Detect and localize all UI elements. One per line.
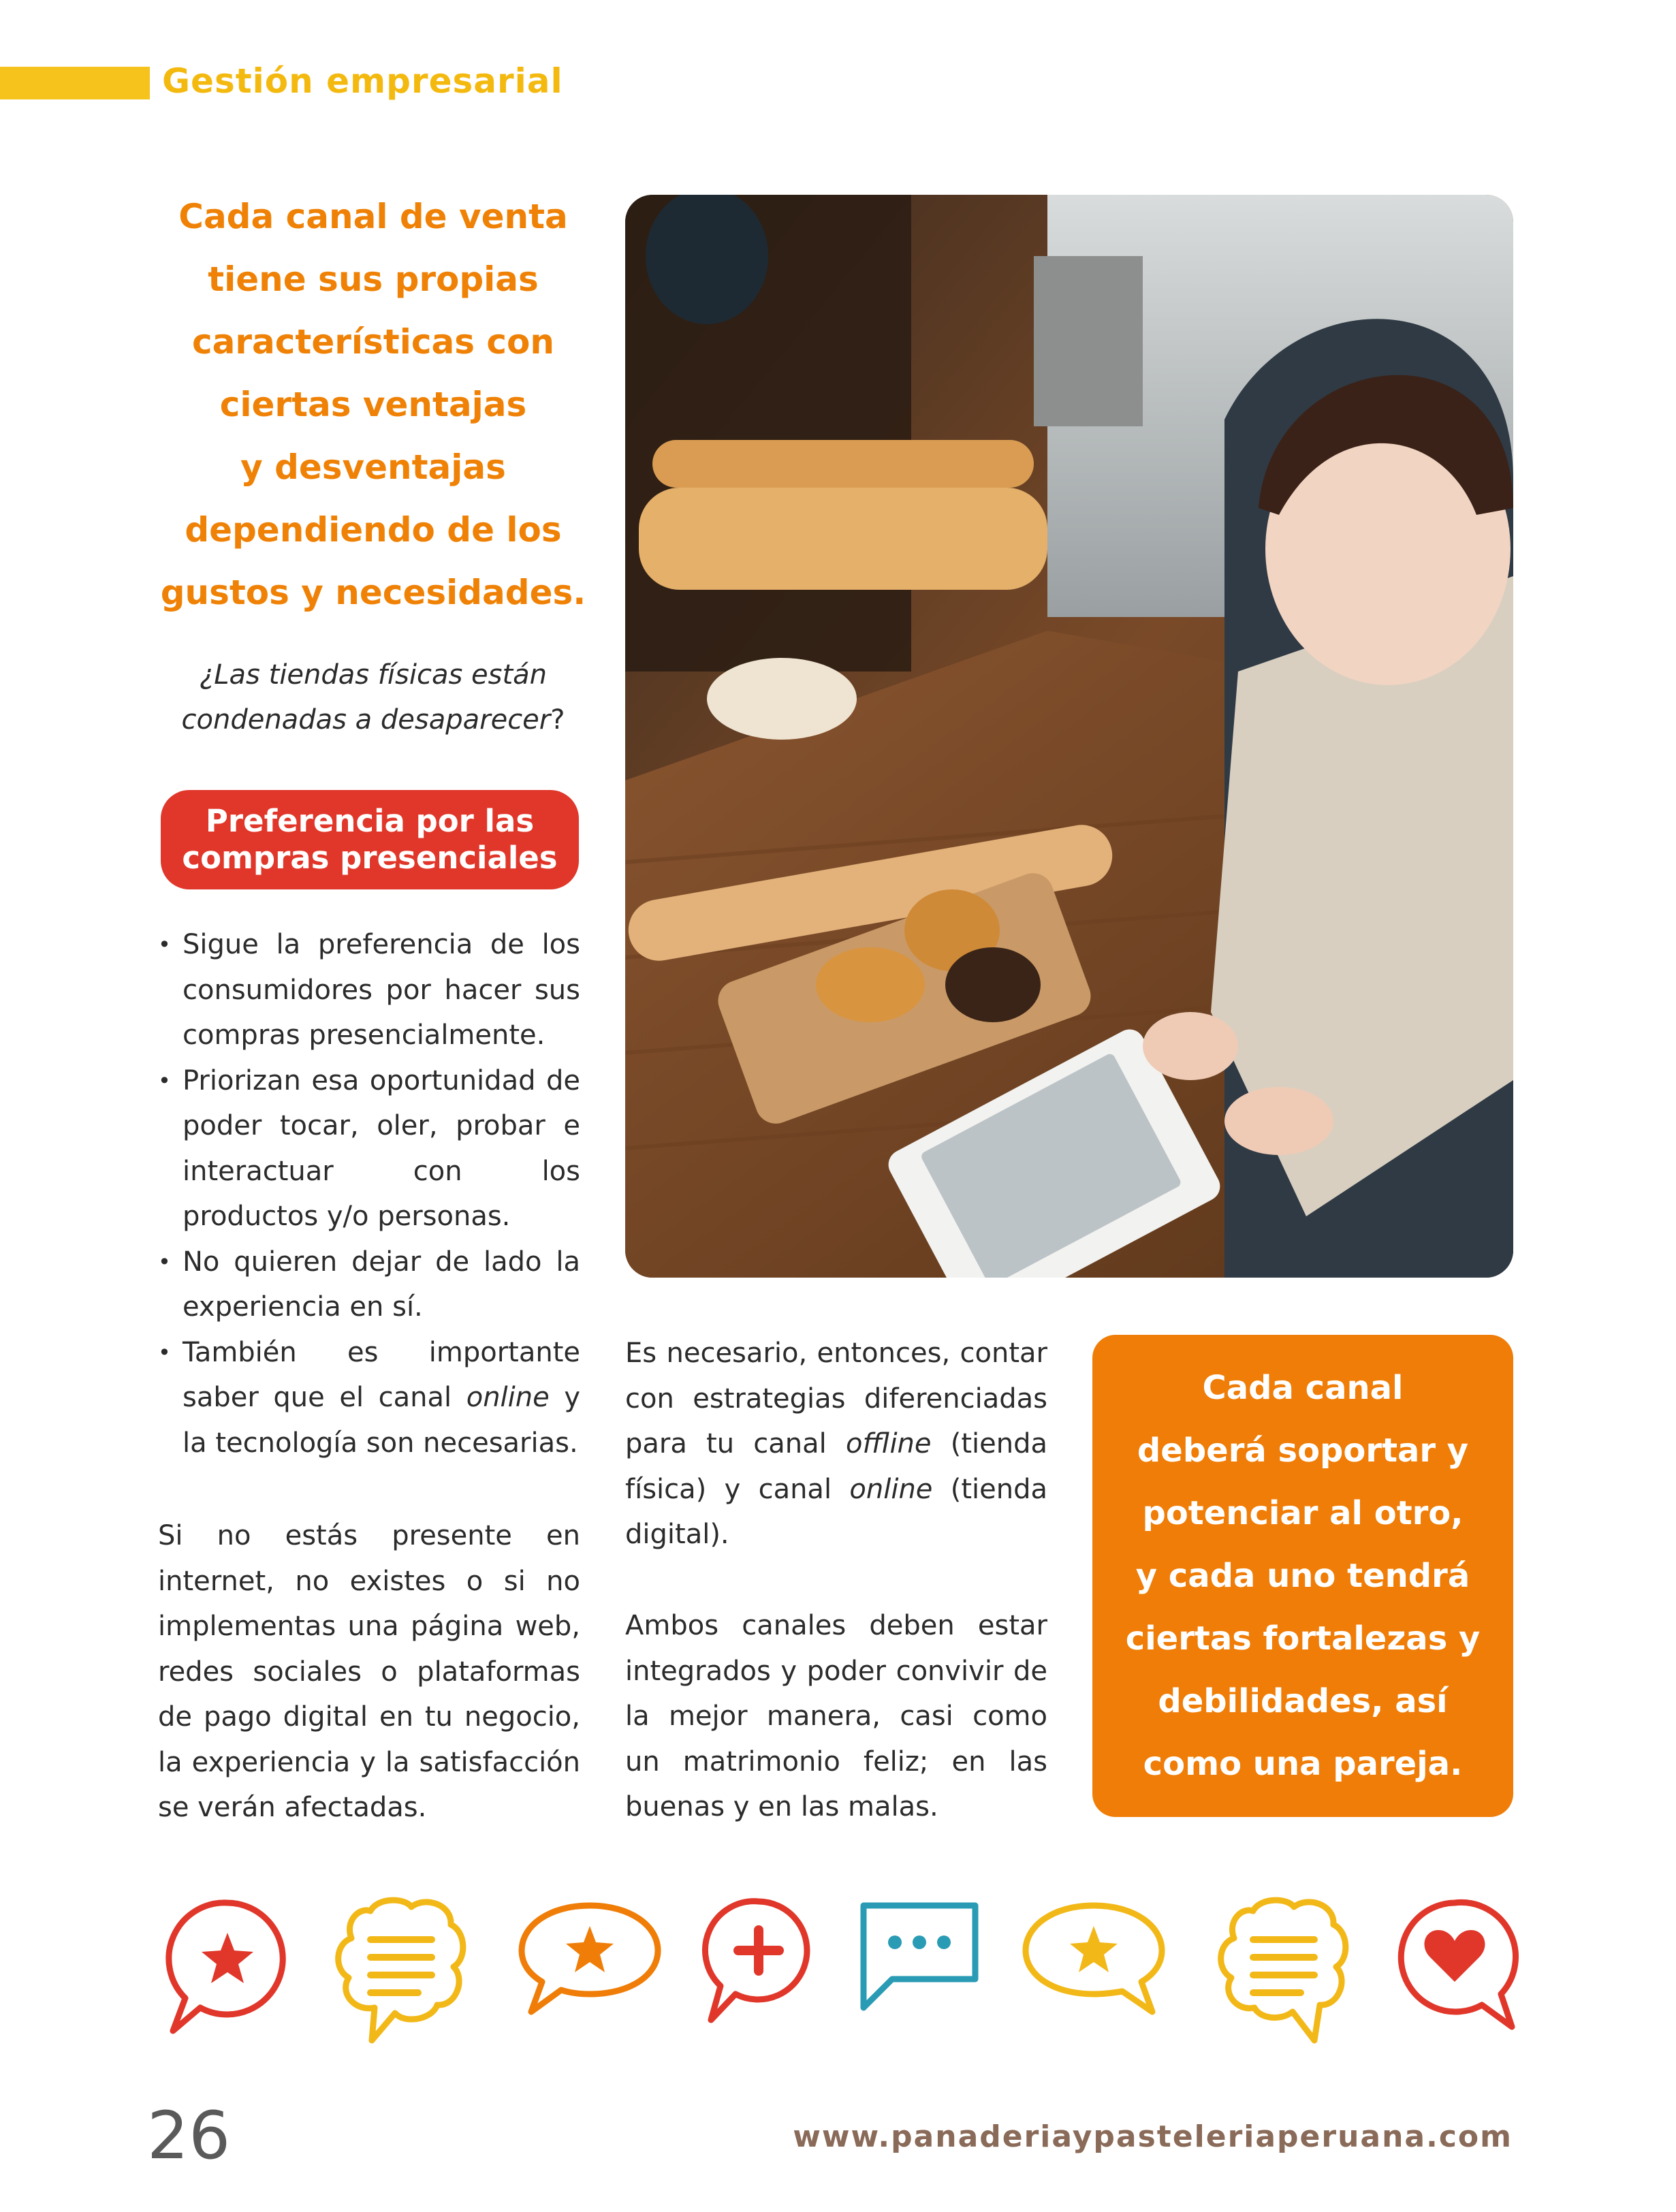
bullet-item — [158, 922, 580, 1058]
star-oval-bubble-icon-2 — [1019, 1891, 1169, 2020]
pull-quote-line: dependiendo de los — [185, 510, 562, 550]
question-line-1: ¿Las tiendas físicas están — [200, 659, 547, 691]
pull-quote-line: características con — [192, 322, 554, 362]
list-cloud-bubble-icon — [330, 1891, 473, 2047]
pull-quote-line: gustos y necesidades. — [160, 573, 586, 612]
pull-quote-line: Cada canal de venta — [178, 197, 568, 236]
highlight-line: y cada uno tendrá — [1135, 1557, 1470, 1595]
preference-heading — [161, 790, 579, 889]
paragraph-strategies — [625, 1331, 1047, 1558]
speech-bubble-icons — [150, 1891, 1525, 2047]
highlight-line: deberá soportar y — [1137, 1432, 1469, 1470]
pull-quote-line: y desventajas — [240, 447, 506, 487]
preference-heading-line-2: compras presenciales — [182, 840, 558, 876]
emphasis-online: online — [849, 1473, 933, 1505]
text-run: Es necesario, entonces, contar con estrategias diferenciadas para tu canal — [625, 1338, 1047, 1459]
section-accent-bar — [0, 67, 150, 99]
emphasis-offline: offline — [845, 1428, 932, 1459]
page-number: 26 — [147, 2098, 231, 2174]
question-text — [155, 652, 591, 742]
pull-quote-line: tiene sus propias — [208, 259, 539, 299]
paragraph-internet-presence: Si no estás presente en internet, no existes o si no implementas una página web, redes sociales o plataformas de pago digital en tu negocio, la experiencia y la satisfacción se verán afectadas. — [158, 1520, 580, 1823]
bullet-item — [158, 1058, 580, 1239]
highlight-line: potenciar al otro, — [1142, 1494, 1464, 1532]
paragraph-integration: Ambos canales deben estar integrados y poder convivir de la mejor manera, casi como un matrimonio feliz; en las buenas y en las malas. — [625, 1610, 1047, 1822]
preference-heading-line-1: Preferencia por las — [205, 803, 535, 839]
website-link[interactable]: www.panaderiaypasteleriaperuana.com — [793, 2119, 1513, 2154]
bullet-text-end: y la tecnología son necesarias. — [183, 1382, 580, 1459]
question-mark: ? — [550, 704, 565, 736]
heart-bubble-icon — [1389, 1891, 1525, 2040]
bullet-text: No quieren dejar de lado la experiencia en sí. — [183, 1246, 580, 1323]
question-italic: condenadas a desaparecer — [181, 704, 551, 736]
section-title: Gestión empresarial — [162, 61, 563, 101]
highlight-line: Cada canal — [1202, 1369, 1404, 1407]
question-line-2 — [155, 697, 591, 742]
bullet-item — [158, 1239, 580, 1330]
bullet-emphasis: online — [466, 1382, 550, 1413]
bullet-text: También es importante saber que el canal — [183, 1336, 580, 1413]
plus-bubble-icon — [697, 1891, 820, 2034]
pull-quote — [155, 185, 591, 624]
highlight-line: como una pareja. — [1143, 1745, 1463, 1783]
text-run: (tienda digital). — [625, 1473, 1047, 1550]
star-oval-bubble-icon — [515, 1891, 665, 2020]
preference-bullets — [158, 922, 580, 1466]
bakery-photo — [625, 195, 1513, 1278]
star-bubble-icon — [159, 1891, 296, 2040]
text-run: (tienda física) y canal — [625, 1428, 1047, 1505]
bullet-text: Priorizan esa oportunidad de poder tocar, oler, probar e interactuar con los productos y/o personas. — [183, 1064, 580, 1232]
highlight-box — [1092, 1335, 1513, 1817]
highlight-line: ciertas fortalezas y — [1125, 1620, 1481, 1658]
pull-quote-line: ciertas ventajas — [219, 385, 527, 424]
highlight-line: debilidades, así — [1158, 1682, 1448, 1720]
list-cloud-bubble-icon-2 — [1212, 1891, 1355, 2047]
dots-rect-bubble-icon — [851, 1891, 987, 2020]
bullet-text: Sigue la preferencia de los consumidores por hacer sus compras presencialmente. — [183, 929, 580, 1051]
bullet-item — [158, 1330, 580, 1466]
